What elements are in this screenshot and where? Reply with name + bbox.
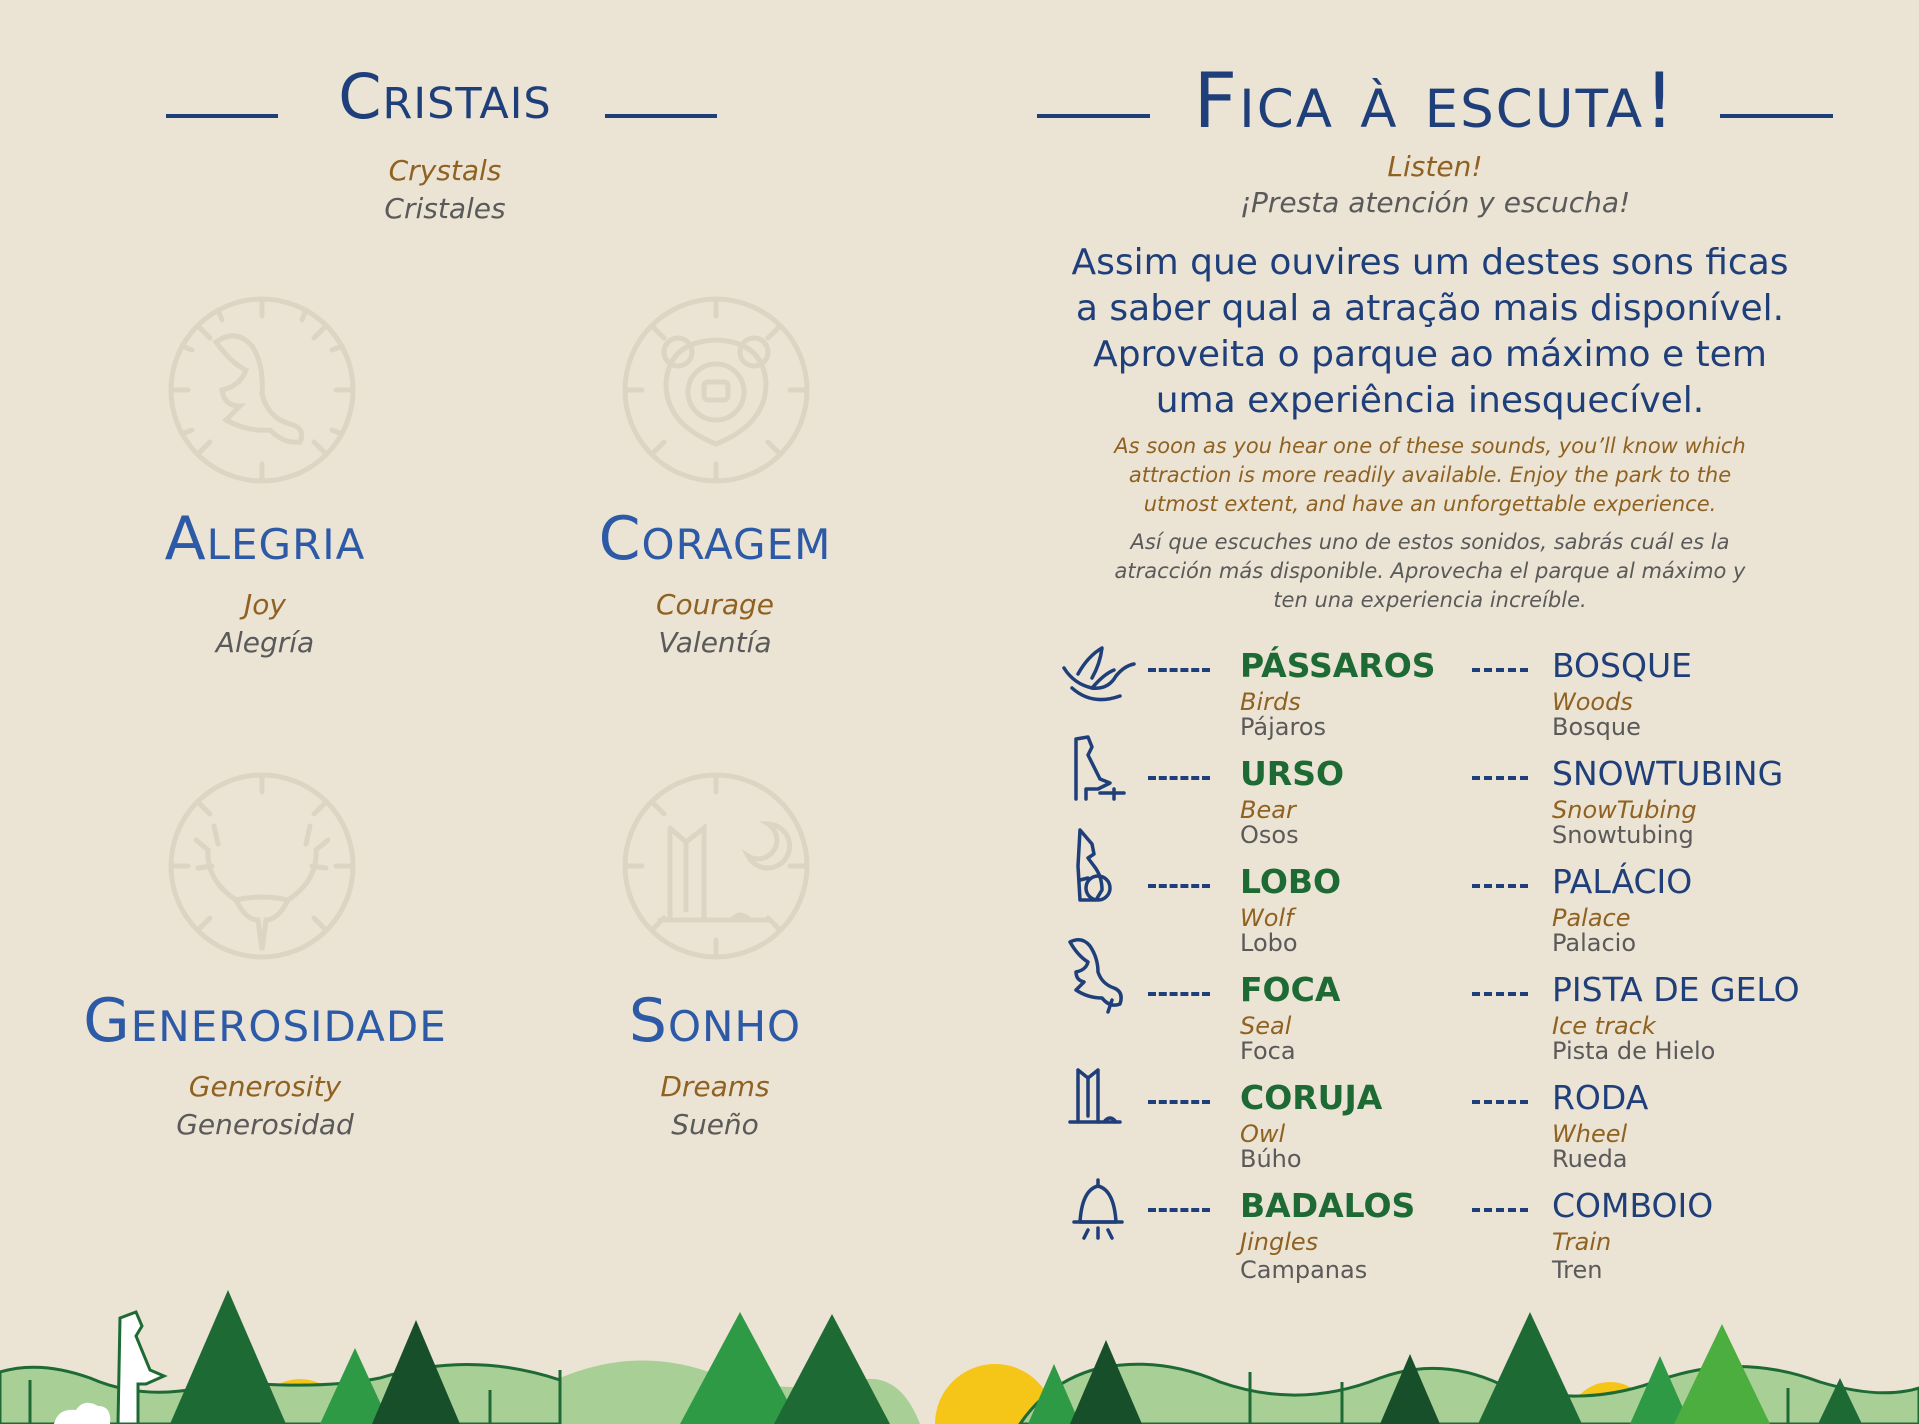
attraction-en: Wheel (1552, 1120, 1628, 1148)
intro-pt-line: Assim que ouvires um destes sons ficas (1071, 242, 1789, 283)
sound-en: Birds (1240, 688, 1301, 716)
sound-en: Jingles (1240, 1228, 1319, 1256)
seal-icon (1058, 934, 1138, 1014)
dash-leader (1148, 1100, 1210, 1104)
dash-leader (1472, 668, 1528, 672)
sound-row (0, 862, 1919, 962)
listen-rule-left (1037, 114, 1150, 118)
intro-en-line: utmost extent, and have an unforgettable experience. (1143, 492, 1717, 516)
listen-title-es: ¡Presta atención y escucha! (1239, 186, 1631, 219)
intro-es-line: ten una experiencia increíble. (1273, 588, 1587, 612)
sound-es: Búho (1240, 1145, 1302, 1173)
forest-landscape-illustration (0, 1260, 1919, 1424)
sound-name: PÁSSAROS (1240, 646, 1436, 685)
intro-pt-line: Aproveita o parque ao máximo e tem (1093, 334, 1767, 375)
sound-row (0, 1078, 1919, 1178)
wolf-icon (1058, 826, 1138, 906)
dash-leader (1472, 1208, 1528, 1212)
crystal-es-sonho: Sueño (671, 1108, 759, 1141)
sound-name: BADALOS (1240, 1186, 1416, 1225)
bird-icon (1058, 644, 1138, 710)
dash-leader (1148, 1208, 1210, 1212)
sound-es: Lobo (1240, 929, 1298, 957)
crystal-es-coragem: Valentía (658, 626, 772, 659)
listen-title-en: Listen! (1387, 150, 1483, 183)
dash-leader (1472, 884, 1528, 888)
intro-es (1040, 528, 1820, 615)
sound-row (0, 754, 1919, 854)
crystal-name-alegria: Alegria (164, 504, 366, 574)
attraction-en: Ice track (1552, 1012, 1656, 1040)
attraction-es: Palacio (1552, 929, 1637, 957)
attraction-name: RODA (1552, 1078, 1649, 1117)
listen-rule-right (1720, 114, 1833, 118)
dash-leader (1472, 1100, 1528, 1104)
crystal-en-generosidade: Generosity (188, 1070, 342, 1103)
bear-icon (1058, 730, 1138, 802)
intro-es-line: atracción más disponible. Aprovecha el parque al máximo y (1114, 559, 1746, 583)
seal-badge-icon (166, 294, 358, 486)
attraction-en: Palace (1552, 904, 1631, 932)
sound-es: Osos (1240, 821, 1299, 849)
crystal-name-generosidade: Generosidade (83, 986, 447, 1056)
sound-row (0, 970, 1919, 1070)
attraction-name: SNOWTUBING (1552, 754, 1784, 793)
bell-icon (1058, 1176, 1138, 1242)
attraction-es: Pista de Hielo (1552, 1037, 1716, 1065)
attraction-name: PISTA DE GELO (1552, 970, 1800, 1009)
crystals-title-es: Cristales (384, 192, 506, 225)
sound-es: Campanas (1240, 1256, 1368, 1284)
crystal-es-generosidade: Generosidad (176, 1108, 354, 1141)
crystal-name-coragem: Coragem (598, 504, 832, 574)
crystals-title-en: Crystals (388, 154, 502, 187)
attraction-name: PALÁCIO (1552, 862, 1693, 901)
attraction-name: BOSQUE (1552, 646, 1692, 685)
sound-es: Foca (1240, 1037, 1296, 1065)
dash-leader (1148, 776, 1210, 780)
bear-badge-icon (620, 294, 812, 486)
owl-icon (1058, 1064, 1138, 1130)
sound-name: LOBO (1240, 862, 1342, 901)
title-rule-right (605, 114, 717, 118)
intro-en-line: As soon as you hear one of these sounds, you’ll know which (1114, 434, 1746, 458)
attraction-en: SnowTubing (1552, 796, 1697, 824)
intro-pt (1040, 240, 1820, 424)
sound-name: FOCA (1240, 970, 1341, 1009)
intro-es-line: Así que escuches uno de estos sonidos, sabrás cuál es la (1130, 530, 1730, 554)
sound-name: URSO (1240, 754, 1345, 793)
intro-en-line: attraction is more readily available. Enjoy the park to the (1128, 463, 1732, 487)
sound-en: Owl (1240, 1120, 1286, 1148)
crystal-name-sonho: Sonho (628, 986, 802, 1056)
dash-leader (1148, 668, 1210, 672)
crystal-en-sonho: Dreams (660, 1070, 770, 1103)
title-rule-left (166, 114, 278, 118)
crystal-en-coragem: Courage (655, 588, 775, 621)
sound-en: Seal (1240, 1012, 1292, 1040)
crystals-title: Cristais (338, 60, 552, 133)
sound-row (0, 646, 1919, 746)
sound-en: Wolf (1240, 904, 1294, 932)
attraction-es: Tren (1552, 1256, 1603, 1284)
sound-name: CORUJA (1240, 1078, 1383, 1117)
attraction-es: Snowtubing (1552, 821, 1694, 849)
crystal-en-alegria: Joy (244, 588, 286, 621)
attraction-name: COMBOIO (1552, 1186, 1714, 1225)
intro-pt-line: uma experiência inesquecível. (1155, 380, 1705, 421)
attraction-en: Woods (1552, 688, 1633, 716)
crystal-es-alegria: Alegría (215, 626, 315, 659)
dash-leader (1472, 992, 1528, 996)
dash-leader (1472, 776, 1528, 780)
listen-title: Fica à escuta! (1193, 56, 1677, 145)
attraction-es: Bosque (1552, 713, 1641, 741)
sound-en: Bear (1240, 796, 1296, 824)
attraction-es: Rueda (1552, 1145, 1628, 1173)
attraction-en: Train (1552, 1228, 1612, 1256)
dash-leader (1148, 992, 1210, 996)
intro-pt-line: a saber qual a atração mais disponível. (1075, 288, 1785, 329)
dash-leader (1148, 884, 1210, 888)
intro-en (1040, 432, 1820, 519)
sound-es: Pájaros (1240, 713, 1327, 741)
